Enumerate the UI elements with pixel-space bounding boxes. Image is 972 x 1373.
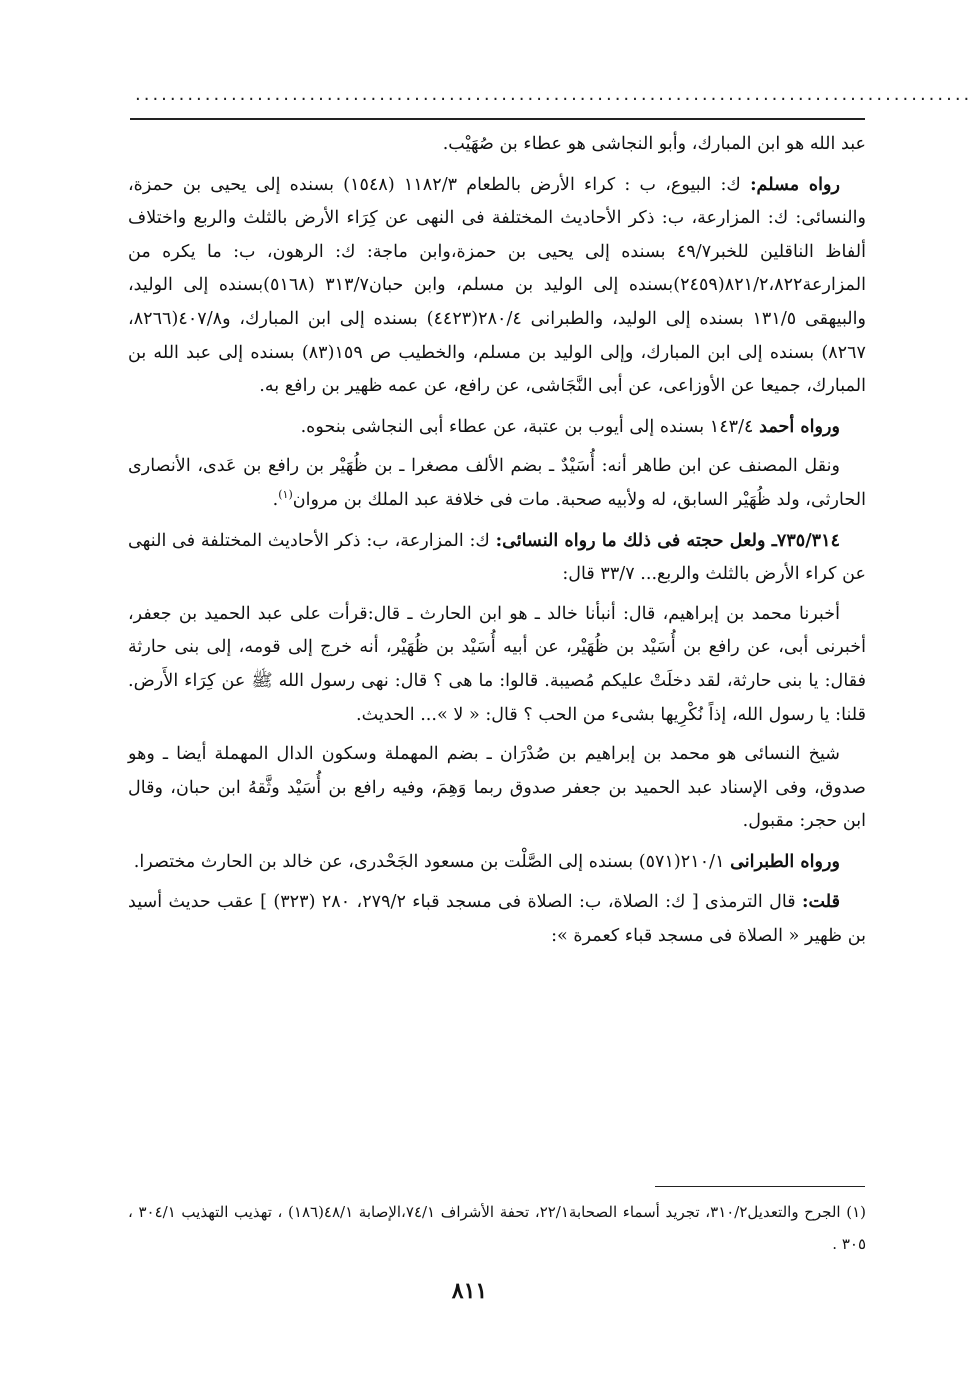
paragraph-8 xyxy=(128,845,866,880)
paragraph-1 xyxy=(128,128,866,162)
paragraph-2-text: ك: البيوع، ب : كراء الأرض بالطعام ١١٨٢/٣ (١٥٤٨) بسنده إلى يحيى بن حمزة، والنسائى: ك: المزارعة، ب: ذكر الأحاديث المختلفة فى النهى عن كِرَاء الأرض بالثلث والربع واختلاف ألفاظ الناقلين للخبر٤٩/٧ بسنده إلى يحيى بن حمزة،وابن ماجة: ك: الرهون، ب: ما يكره من المزارعة٨٢١/٢،٨٢٢(٢٤٥٩)بسنده إلى الوليد بن مسلم، وابن حبان٣١٣/٧ (٥١٦٨)بسنده إلى الوليد، والبيهقى ١٣١/٥ بسنده إلى الوليد، والطبرانى ٢٨٠/٤(٤٤٢٣) بسنده إلى ابن المبارك، و٤٠٧/٨(٨٢٦٦، ٨٢٦٧) بسنده إلى ابن المبارك، وإلى الوليد بن مسلم، والخطيب ص ١٥٩(٨٣) بسنده إلى عبد الله بن المبارك، جميعا عن الأوزاعى، عن أبى النَّجَاشى، عن رافع، عن عمه ظهير بن رافع به. xyxy=(128,174,866,397)
paragraph-9 xyxy=(128,885,866,953)
paragraph-5-lead: ٧٣٥/٣١٤ـ ولعل حجته فى ذلك ما رواه النسائى: xyxy=(495,529,841,551)
footnote-marker[interactable]: (١) xyxy=(278,488,293,502)
paragraph-6 xyxy=(128,598,866,732)
paragraph-2 xyxy=(128,168,866,404)
header-rule xyxy=(130,118,865,120)
paragraph-6-text: أخبرنا محمد بن إبراهيم، قال: أنبأنا خالد ـ هو ابن الحارث ـ قال:قرأت على عبد الحميد بن جعفر، أخبرنى أبى، عن رافع بن أُسَيْد بن ظُهَيْر، عن أبيه أُسَيْد بن ظُهَيْر، أنه خرج إلى قومه، إلى بنى حارثة فقال: يا بنى حارثة، لقد دخلَتْ عليكم مُصيبة. قالوا: ما هى ؟ قال: نهى رسول الله ﷺ عن كِرَاء الأَرض. قلنا: يا رسول الله، إذاً نُكْرِيها بشىء من الحب ؟ قال: « لا »... الحديث. xyxy=(128,603,866,725)
paragraph-8-text: ٢١٠/١(٥٧١) بسنده إلى الصَّلْت بن مسعود الجَحْدرى، عن خالد بن الحارث مختصرا. xyxy=(133,851,731,872)
page-number: ٨١١ xyxy=(451,1278,488,1304)
paragraph-4 xyxy=(128,450,866,517)
main-text xyxy=(128,128,866,960)
paragraph-3-lead: ورواه أحمد xyxy=(759,415,840,437)
footnote-rule xyxy=(655,1186,865,1187)
paragraph-4-text: ونقل المصنف عن ابن طاهر أنه: أُسَيْدٌ ـ بضم الألف مصغرا ـ بن ظُهَيْر بن رافع بن عَدى، الأنصارى الحارثى، ولد ظُهَيْر السابق، له ولأبيه صحبة. مات فى خلافة عبد الملك بن مروان xyxy=(128,456,866,510)
paragraph-7-text: شيخ النسائى هو محمد بن إبراهيم بن صُدْرَان ـ بضم المهملة وسكون الدال المهملة أيضا ـ وهو صدوق، وفى الإسناد عبد الحميد بن جعفر صدوق ربما وَهِمَ، وفيه رافع بن أُسَيْد وثَّقهُ ابن حبان، وقال ابن حجر: مقبول. xyxy=(128,744,866,832)
paragraph-7 xyxy=(128,738,866,839)
paragraph-2-lead: رواه مسلم: xyxy=(750,173,840,195)
paragraph-9-text: قال الترمذى [ ك: الصلاة، ب: الصلاة فى مسجد قباء ٢٧٩/٢، ٢٨٠ (٣٢٣) ] عقب حديث أسيد بن ظهير « الصلاة فى مسجد قباء كعمرة »: xyxy=(128,892,866,947)
paragraph-1-text: عبد الله هو ابن المبارك، وأبو النجاشى هو عطاء بن صُهَيْب. xyxy=(442,134,866,154)
paragraph-3-text: ١٤٣/٤ بسنده إلى أيوب بن عتبة، عن عطاء أبى النجاشى بنحوه. xyxy=(300,416,760,437)
footnote: (١) الجرح والتعديل٣١٠/٢، تجريد أسماء الصحابة٢٢/١، تحفة الأشراف ٧٤/١،الإصابة ٤٨/١(١٨٦) ، تهذيب التهذيب ٣٠٤/١ ، ٣٠٥ . xyxy=(128,1203,867,1253)
paragraph-5-text: ك: المزارعة، ب: ذكر الأحاديث المختلفة فى النهى عن كراء الأرض بالثلث والربع... ٣٣/٧ قال: xyxy=(128,530,866,585)
paragraph-3 xyxy=(128,410,866,445)
paragraph-9-lead: قلت: xyxy=(802,891,841,913)
paragraph-5 xyxy=(128,524,866,592)
paragraph-8-lead: ورواه الطبرانى xyxy=(730,850,840,872)
header-dotted-line: ................................................................................................ xyxy=(135,84,972,105)
paragraph-4-tail: . xyxy=(272,489,279,510)
